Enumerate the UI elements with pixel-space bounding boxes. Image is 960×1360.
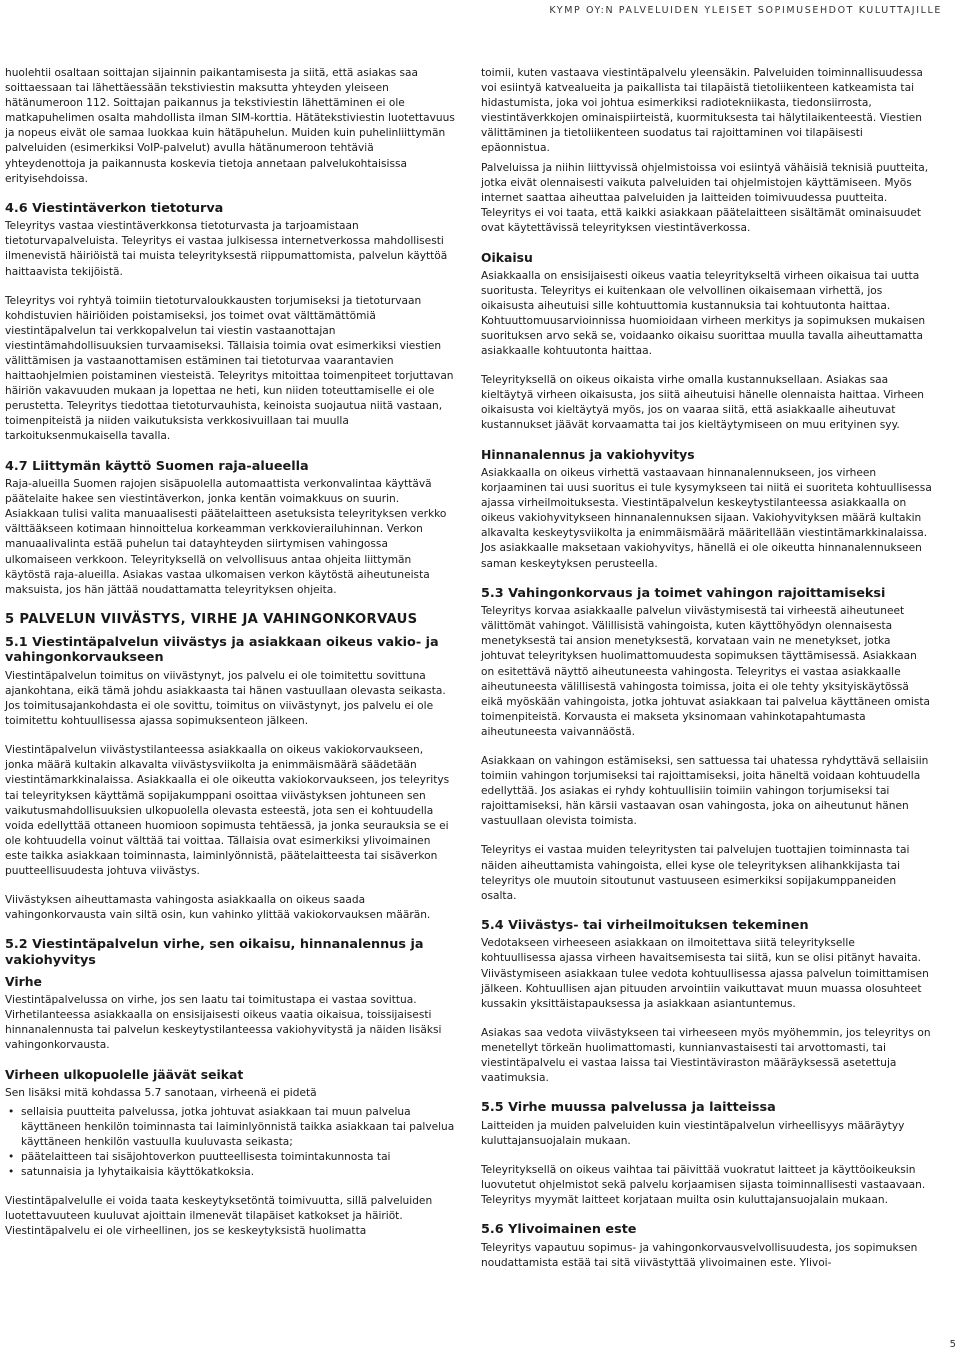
left-column [5, 66, 455, 1254]
paragraph: Teleyritys vapautuu sopimus- ja vahingonkorvausvelvollisuudesta, jos sopimuksen noudattamista estää tai sitä viivästyttää ylivoimainen este. Ylivoi- [481, 1241, 918, 1269]
section-heading: 5.5 Virhe muussa palvelussa ja laitteissa [481, 1100, 776, 1116]
list-item: • päätelaitteen tai sisäjohtoverkon puutteellisesta toimintakunnosta tai [5, 1150, 455, 1165]
section-heading: 4.6 Viestintäverkon tietoturva [5, 200, 224, 216]
section-heading: 5.1 Viestintäpalvelun viivästys ja asiakkaan oikeus vakio- ja vahingonkorvaukseen [5, 634, 439, 666]
paragraph: Teleyritys voi ryhtyä toimiin tietoturvaloukkausten torjumiseksi ja tietoturvaan kohdistuvien häiriöiden poistamiseksi, jos toimet ovat välttämättömiä viestintäpalvelun tai verkkopalvelun tai viestin vastaanottajan viestintämahdollisuuksien turvaamiseksi. Tällaisia toimia ovat esimerkiksi viestien välittämisen ja vastaanottamisen estäminen tai tietoturvaa vaarantavien haittaohjelmien poistaminen viesteistä. Teleyritys mitoittaa toimenpiteet torjuttavan häiriön vakavuuden mukaan ja lopettaa ne heti, kun niiden toteuttamiselle ei ole perustetta. Teleyritys tiedottaa tietoturvauhista, keinoista suojautua niitä vastaan, toimenpiteistä ja niiden vaikutuksista verkkosivuillaan tai muulla tarkoituksenmukaisella tavalla. [5, 294, 454, 443]
right-column [481, 66, 933, 1285]
paragraph: Viestintäpalvelulle ei voida taata keskeytyksetöntä toimivuutta, sillä palveluiden luotettavuuteen kuuluvat ajoittain ilmenevät tilapäiset katkokset ja häiriöt. Viestintäpalvelu ei ole virheellinen, jos se keskeytyksistä huolimatta [5, 1195, 433, 1238]
section-heading: 5.3 Vahingonkorvaus ja toimet vahingon rajoittamiseksi [481, 585, 886, 601]
paragraph: Teleyritys korvaa asiakkaalle palvelun viivästymisestä tai virheestä aiheutuneet välittömät vahingot. Välillisistä vahingoista, kuten käyttöhyödyn olennaisesta menetyksestä tai ansion menetyksestä, korvataan vain ne menetykset, jotka johtuvat teleyrityksen huolimattomuudesta sopimuksen täyttämisessä. Asiakkaan on esitettävä näyttö aiheutuneesta vahingosta. Teleyritys ei vastaa asiakkaalle aiheutuneesta välillisestä vahingosta toimissa, joita ei ole tehty yksityiskäytössä eikä myöskään vahingoista, jotka johtuvat asiakkaan tai palvelua käyttäneen omista toimenpiteistä. Korvausta ei makseta yksinomaan vahinkotapahtumasta aiheutuneesta vaivannäöstä. [481, 605, 930, 738]
paragraph: Raja-alueilla Suomen rajojen sisäpuolella automaattista verkonvalintaa käyttävä päätelaite hakee sen viestintäverkon, jonka kentän voimakkuus on suurin. Asiakkaan tulisi valita manuaalisesti päätelaitteen asetuksista teleyrityksen verkko välttääkseen kotimaan hinnoittelua korkeamman verkkovierailuhinnan. Verkon manuaalivalinta estää puhelun tai datayhteyden siirtymisen vahingossa ulkomaiseen verkkoon. Teleyrityksellä on velvollisuus antaa ohjeita liittymän käytöstä raja-alueilla. Asiakas vastaa ulkomaisen verkon käytöstä aiheutuneista maksuista, jos hän jättää noudattamatta teleyrityksen ohjeita. [5, 478, 447, 596]
subsection-heading: Virheen ulkopuolelle jäävät seikat [5, 1067, 244, 1083]
paragraph: Viestintäpalvelussa on virhe, jos sen laatu tai toimitustapa ei vastaa sovittua. Virhetilanteessa asiakkaalla on ensisijaisesti oikeus vaatia oikaisua, toissijaisesti hinnanalennusta tai palvelun keskeytystilanteessa vakiohyvitystä ja näiden lisäksi vahingonkorvausta. [5, 993, 442, 1052]
subsection-heading: Virhe [5, 974, 42, 990]
paragraph: Teleyrityksellä on oikeus vaihtaa tai päivittää vuokratut laitteet ja käyttöoikeuksin luovutetut ohjelmistot sekä palvelu korjaamisen sijasta toiminnallisesti vastaavaan. Teleyritys myymät laitteet korjataan muilta osin kuluttajansuojalain mukaan. [481, 1163, 926, 1207]
paragraph: Asiakkaalla on oikeus virhettä vastaavaan hinnanalennukseen, jos virheen korjaaminen tai uusi suoritus ei tule kysymykseen tai niitä ei suoriteta kohtuullisessa ajassa virheilmoituksesta. Viestintäpalvelun keskeytystilanteessa asiakkaalla on oikeus vakiohyvitykseen hinnanalennuksen sijaan. Vakiohyvityksen määrä kultakin alkavalta keskeytysviikolta ja enimmäismäärä määritellään viestintämarkkinalaissa. Jos asiakkaalle maksetaan vakiohyvitys, hänellä ei ole oikeutta hinnanalennukseen saman keskeytyksen perusteella. [481, 466, 932, 570]
paragraph: Asiakas saa vedota viivästykseen tai virheeseen myös myöhemmin, jos teleyritys on menetellyt törkeän huolimattomasti, kunnianvastaisesti tai arvottomasti, tai viestintäpalvelu ei vastaa laissa tai Viestintäviraston määräyksessä asetettuja vaatimuksia. [481, 1026, 931, 1085]
section-heading: 4.7 Liittymän käyttö Suomen raja-alueella [5, 458, 309, 474]
paragraph: Viestintäpalvelun toimitus on viivästynyt, jos palvelu ei ole toimitettu sovittuna ajankohtana, eikä tämä johdu asiakkaasta tai hänen vastuullaan olevasta seikasta. Jos toimitusajankohdasta ei ole sovittu, toimitus on viivästynyt, jos palvelu ei ole toimitettu kohtuullisessa ajassa sopimuksenteon jälkeen. [5, 669, 446, 728]
bullet-list [5, 1105, 455, 1180]
list-item: • satunnaisia ja lyhytaikaisia käyttökatkoksia. [5, 1165, 455, 1180]
chapter-heading: 5 PALVELUN VIIVÄSTYS, VIRHE JA VAHINGONKORVAUS [5, 611, 418, 627]
paragraph: Viestintäpalvelun viivästystilanteessa asiakkaalla on oikeus vakiokorvaukseen, jonka määrä kultakin alkavalta viivästysviikolta ja enimmäismäärä säädetään viestintämarkkinalaissa. Asiakkaalla ei ole oikeutta vakiokorvaukseen, jos teleyritys tai teleyrityksen käyttämä sopijakumppani osoittaa viivästyksen johtuneen sen vaikutusmahdollisuuksien ulkopuolella olevasta esteestä, jota sen ei kohtuudella voida edellyttää ottaneen huomioon sopimusta tehtäessä, ja jonka seurauksia se ei ole kohtuudella voinut välttää tai voittaa. Tällaisia ovat esimerkiksi ylivoimainen este taikka asiakkaan toiminnasta, laiminlyönnistä, päätelaitteesta tai sisäverkon puutteellisuudesta johtuva viivästys. [5, 744, 450, 878]
list-item: • sellaisia puutteita palvelussa, jotka johtuvat asiakkaan tai muun palvelua käyttäneen henkilön toiminnasta tai laiminlyönnistä taikka asiakkaan tai palvelua käyttäneen henkilön vastuulla kuuluvasta seikasta; [5, 1105, 455, 1150]
paragraph: Laitteiden ja muiden palveluiden kuin viestintäpalvelun virheellisyys määräytyy kuluttajansuojalain mukaan. [481, 1119, 905, 1147]
paragraph: huolehtii osaltaan soittajan sijainnin paikantamisesta ja siitä, että asiakas saa soittaessaan tai lähettäessään tekstiviestin maksutta yhteyden yleiseen hätänumeroon 112. Soittajan paikannus ja tekstiviestin lähettäminen ei ole matkapuhelimen osalta mahdollista ilman SIM-korttia. Hätätekstiviestin luotettavuus ja nopeus eivät ole samaa luokkaa kuin hätäpuhelun. Muiden kuin puhelinliittymän palveluiden (esimerkiksi VoIP-palvelut) avulla hätänumeroon tehtäviä yhteydenottoja ja paikannusta koskevia tietoja annetaan palvelukohtaisissa erityisehdoissa. [5, 67, 455, 185]
paragraph: Teleyritys ei vastaa muiden teleyritysten tai palvelujen tuottajien toiminnasta tai näiden aiheuttamista vahingoista, ellei kyse ole teleyrityksen alihankkijasta tai teleyritys ole muutoin sitoutunut vastuuseen esimerkiksi sopijakumppaneiden osalta. [481, 844, 910, 902]
paragraph: Viivästyksen aiheuttamasta vahingosta asiakkaalla on oikeus saada vahingonkorvausta vain siltä osin, kun vahinko ylittää vakiokorvauksen määrän. [5, 894, 431, 922]
running-title: KYMP OY:N PALVELUIDEN YLEISET SOPIMUSEHDOT KULUTTAJILLE [549, 5, 942, 16]
paragraph: Palveluissa ja niihin liittyvissä ohjelmistoissa voi esiintyä vähäisiä teknisiä puutteita, jotka eivät olennaisesti vaikuta palveluiden tai ohjelmistojen käyttämiseen. Myös internet saattaa aiheuttaa palveluiden ja laitteiden toimivuudessa puutteita. Teleyritys ei voi taata, että kaikki asiakkaan päätelaitteen sisältämät ominaisuudet ovat käytettävissä teleyrityksen viestintäverkossa. [481, 161, 929, 234]
paragraph: Asiakkaalla on ensisijaisesti oikeus vaatia teleyritykseltä virheen oikaisua tai uutta suoritusta. Teleyritys ei kuitenkaan ole velvollinen oikaisemaan virhettä, jos oikaisusta aiheutuisi sille kohtuuttomia kustannuksia tai kohtuutonta haittaa. Kohtuuttomuusarvioinnissa huomioidaan virheen merkitys ja sopimuksen mukaisen suorituksen arvo sekä se, voidaanko oikaisu suorittaa muulla tavalla aiheuttamatta asiakkaalle kohtuutonta haittaa. [481, 269, 926, 357]
paragraph: Vedotakseen virheeseen asiakkaan on ilmoitettava siitä teleyritykselle kohtuullisessa ajassa virheen havaitsemisesta tai siitä, kun se olisi pitänyt havaita. Viivästymiseen asiakkaan tulee vedota kohtuullisessa ajassa palvelun toimittamisen jälkeen. Kohtuullisen ajan pituuden arvointiin vaikuttavat muun muassa olosuhteet kussakin yksittäistapauksessa ja asiakkaan asiantuntemus. [481, 937, 929, 1010]
page-header [0, 0, 960, 20]
subsection-heading: Hinnanalennus ja vakiohyvitys [481, 447, 695, 463]
section-heading: 5.6 Ylivoimainen este [481, 1222, 637, 1238]
paragraph: Sen lisäksi mitä kohdassa 5.7 sanotaan, virheenä ei pidetä [5, 1086, 317, 1099]
section-heading: 5.2 Viestintäpalvelun virhe, sen oikaisu, hinnanalennus ja vakiohyvitys [5, 937, 424, 968]
paragraph: Teleyritys vastaa viestintäverkkonsa tietoturvasta ja tarjoamistaan tietoturvapalveluista. Teleyritys ei vastaa julkisessa internetverkossa mahdollisesti ilmenevistä häiriöistä tai muista teleyrityksestä riippumattomista, palvelun käyttöä haittaavista tekijöistä. [5, 220, 448, 278]
subsection-heading: Oikaisu [481, 250, 533, 266]
section-heading: 5.4 Viivästys- tai virheilmoituksen tekeminen [481, 917, 809, 933]
paragraph: Teleyrityksellä on oikeus oikaista virhe omalla kustannuksellaan. Asiakas saa kieltäytyä virheen oikaisusta, jos siitä aiheutuisi hänelle olennaista haittaa. Virheen oikaisusta voi kieltäytyä myös, jos on vaaraa siitä, että asiakkaalle aiheutuvat kustannukset jäävät korvaamatta tai jos kieltäytymiseen on muu erityinen syy. [481, 374, 924, 432]
page-number: 5 [949, 1339, 956, 1350]
paragraph: Asiakkaan on vahingon estämiseksi, sen sattuessa tai uhatessa ryhdyttävä sellaisiin toimiin vahingon torjumiseksi tai rajoittamiseksi, joita häneltä voidaan kohtuudella edellyttää. Jos asiakas ei ryhdy kohtuullisiin toimiin vahingon torjumiseksi tai rajoittamiseksi, hän kärsii vastaavan osan vahingosta, joka on aiheutunut hänen vastuullaan olevista toimista. [481, 754, 929, 828]
paragraph: toimii, kuten vastaava viestintäpalvelu yleensäkin. Palveluiden toiminnallisuudessa voi esiintyä katvealueita ja paikallista tai tilapäistä tietoliikenteen katkeamista tai hidastumista, joka voi johtua esimerkiksi radiotekniikasta, tiedonsiirrosta, viestintäverkkojen ominaispiirteistä, kuormituksesta tai hälytilaikenteestä. Viestien välittäminen ja tietoliikenteen suodatus tai rajoittaminen voi tilapäisesti epäonnistua. [481, 67, 923, 155]
